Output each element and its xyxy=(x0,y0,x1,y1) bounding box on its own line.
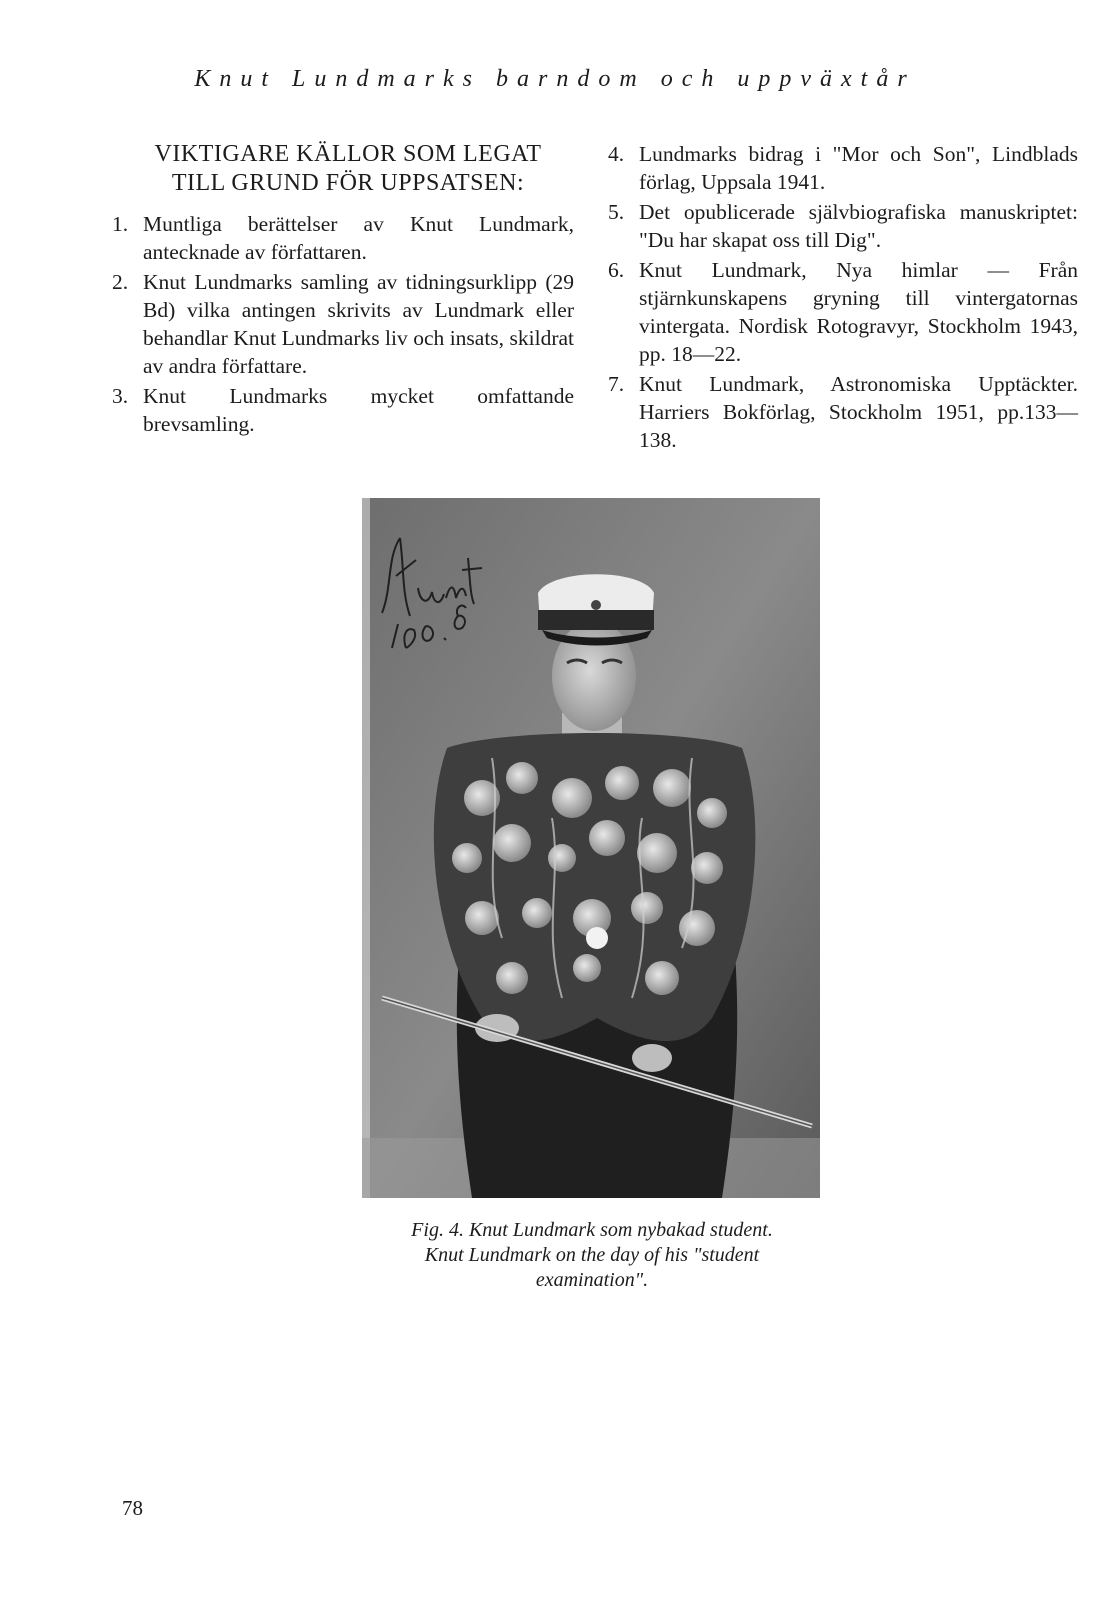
reference-number: 5. xyxy=(608,200,625,224)
reference-text: Lundmarks bidrag i "Mor och Son", Lindblads förlag, Uppsala 1941. xyxy=(639,142,1078,194)
reference-text: Knut Lundmarks samling av tidningsurklipp (29 Bd) vilka antingen skrivits av Lundmark eller behandlar Knut Lundmarks liv och insats, skildrat av andra författare. xyxy=(143,270,574,378)
caption-line-1: Fig. 4. Knut Lundmark som nybakad student. xyxy=(411,1219,773,1241)
sources-column-left xyxy=(112,140,574,440)
reference-list-left xyxy=(112,210,574,438)
reference-item-5 xyxy=(608,198,1078,254)
reference-text: Muntliga berättelser av Knut Lundmark, antecknade av författaren. xyxy=(143,212,574,264)
page-number: 78 xyxy=(122,1496,143,1520)
portrait-illustration xyxy=(362,498,820,1198)
reference-item-2 xyxy=(112,268,574,380)
figure-caption xyxy=(352,1218,832,1293)
reference-text: Det opublicerade självbiografiska manuskriptet: "Du har skapat oss till Dig". xyxy=(639,200,1078,252)
running-head: Knut Lundmarks barndom och uppväxtår xyxy=(194,66,916,92)
reference-number: 1. xyxy=(112,212,129,236)
reference-item-7 xyxy=(608,370,1078,454)
caption-line-3: examination". xyxy=(535,1269,649,1291)
portrait-photo xyxy=(362,498,820,1198)
sources-heading-line1: VIKTIGARE KÄLLOR SOM LEGAT xyxy=(154,141,542,167)
reference-number: 4. xyxy=(608,142,625,166)
reference-text: Knut Lundmarks mycket omfattande brevsamling. xyxy=(143,384,574,436)
reference-item-4 xyxy=(608,140,1078,196)
reference-text: Knut Lundmark, Nya himlar — Från stjärnkunskapens gryning till vintergatornas vintergata. Nordisk Rotogravyr, Stockholm 1943, pp. 18—22. xyxy=(639,258,1078,366)
reference-text: Knut Lundmark, Astronomiska Upptäckter. Harriers Bokförlag, Stockholm 1951, pp.133—138. xyxy=(639,372,1078,452)
reference-list-right xyxy=(608,140,1078,454)
caption-line-2: Knut Lundmark on the day of his "student xyxy=(424,1244,760,1266)
reference-item-6 xyxy=(608,256,1078,368)
reference-item-3 xyxy=(112,382,574,438)
flower-garland xyxy=(434,733,756,1041)
sources-heading xyxy=(112,140,574,198)
reference-number: 2. xyxy=(112,270,129,294)
sources-heading-line2: TILL GRUND FÖR UPPSATSEN: xyxy=(171,170,525,196)
reference-number: 7. xyxy=(608,372,625,396)
reference-number: 3. xyxy=(112,384,129,408)
sources-column-right xyxy=(608,140,1078,456)
reference-item-1 xyxy=(112,210,574,266)
reference-number: 6. xyxy=(608,258,625,282)
